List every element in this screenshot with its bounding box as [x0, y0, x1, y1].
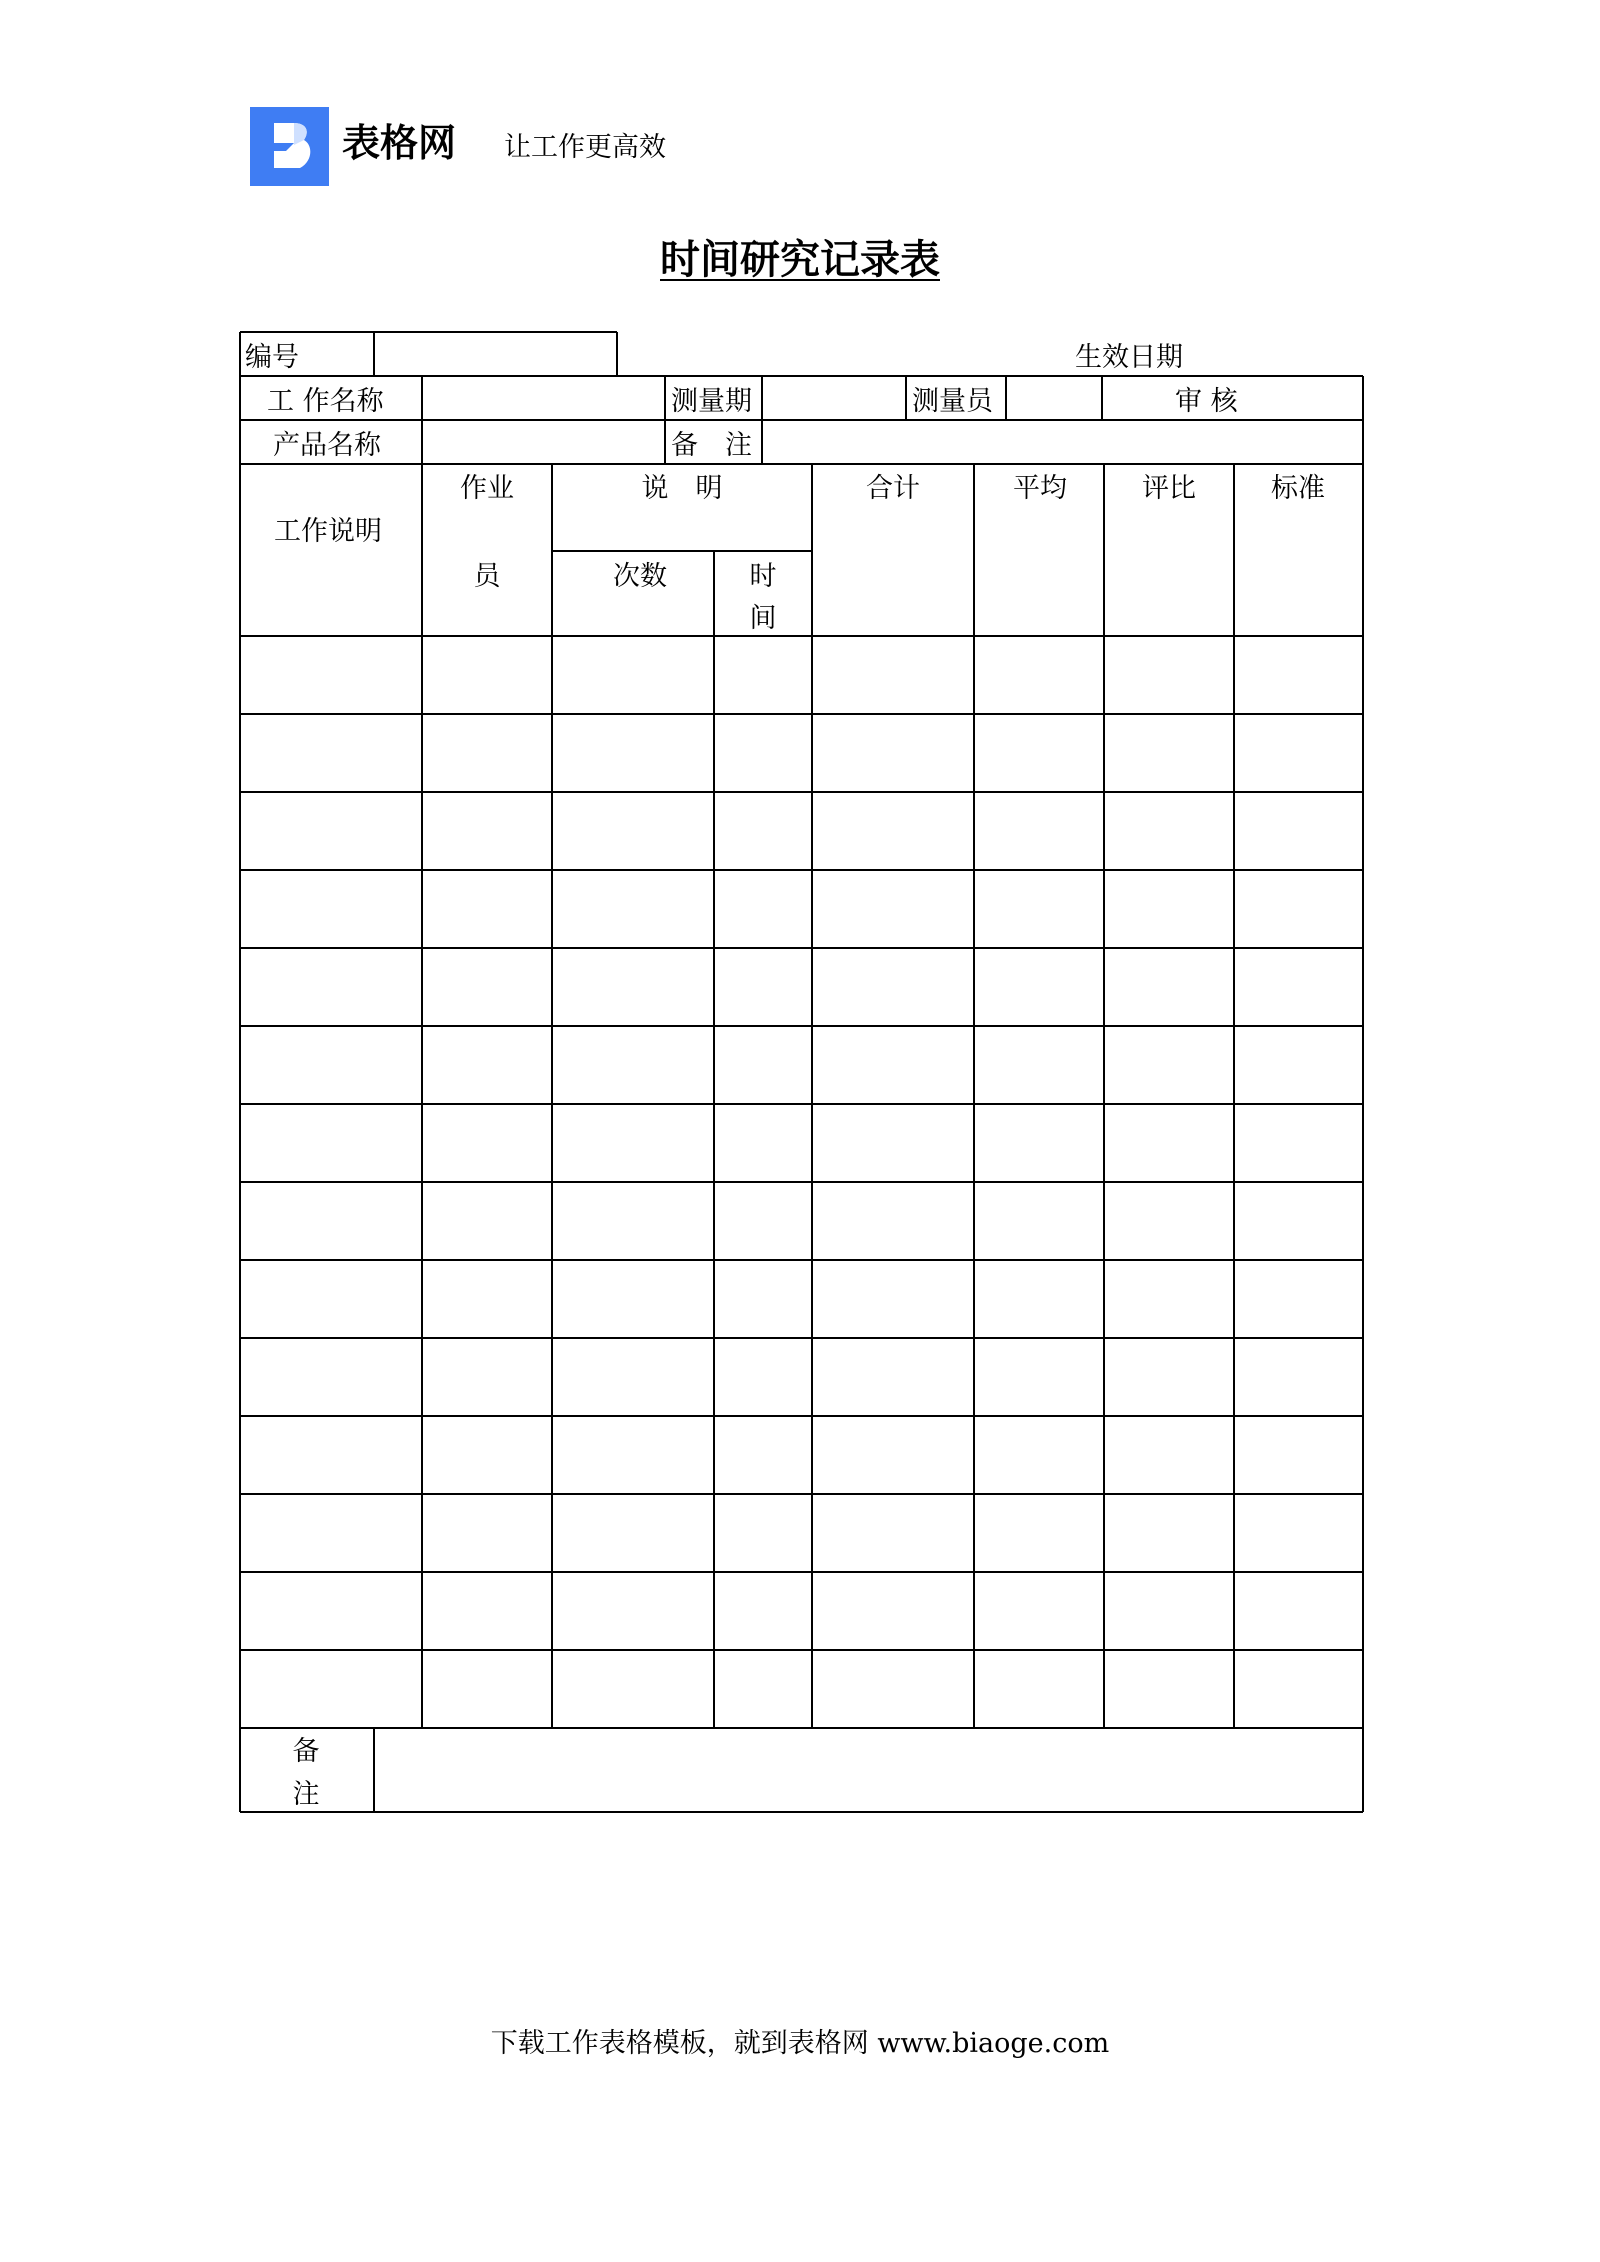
table-cell[interactable] [553, 1027, 713, 1103]
table-cell[interactable] [241, 637, 421, 713]
header-rating: 评比 [1142, 473, 1196, 504]
remarks-label-line1: 备 [292, 1736, 320, 1767]
job-name-label: 工 作名称 [267, 386, 384, 417]
table-cell[interactable] [553, 949, 713, 1025]
table-cell[interactable] [1105, 1027, 1233, 1103]
table-cell[interactable] [715, 871, 811, 947]
table-row [241, 1183, 1362, 1259]
table-row [241, 1027, 1362, 1103]
table-cell[interactable] [1235, 1183, 1362, 1259]
table-cell[interactable] [241, 715, 421, 791]
table-cell[interactable] [241, 1027, 421, 1103]
header-time-line2: 间 [749, 603, 777, 634]
remarks-input[interactable] [375, 1728, 1363, 1812]
document-title-text: 时间研究记录表 [660, 237, 940, 283]
table-row [241, 793, 1362, 869]
table-cell[interactable] [813, 793, 973, 869]
table-cell[interactable] [813, 871, 973, 947]
brand-name: 表格网 [342, 121, 457, 165]
table-cell[interactable] [1235, 1417, 1362, 1493]
table-cell[interactable] [715, 1339, 811, 1415]
table-row [241, 949, 1362, 1025]
table-cell[interactable] [975, 1105, 1103, 1181]
remarks-label-line2: 注 [292, 1779, 320, 1810]
brand-slogan: 让工作更高效 [504, 132, 666, 163]
table-cell[interactable] [1105, 1339, 1233, 1415]
table-row [241, 871, 1362, 947]
table-cell[interactable] [813, 1651, 973, 1727]
table-cell[interactable] [975, 1183, 1103, 1259]
table-cell[interactable] [813, 1339, 973, 1415]
table-cell[interactable] [553, 1417, 713, 1493]
table-cell[interactable] [1235, 1027, 1362, 1103]
table-cell[interactable] [975, 793, 1103, 869]
table-cell[interactable] [813, 715, 973, 791]
table-cell[interactable] [1105, 1105, 1233, 1181]
table-cell[interactable] [813, 1573, 973, 1649]
table-cell[interactable] [423, 1105, 551, 1181]
header-operator-line1: 作业 [460, 473, 514, 504]
table-cell[interactable] [715, 1417, 811, 1493]
header-count: 次数 [613, 561, 667, 592]
table-cell[interactable] [1105, 949, 1233, 1025]
note-label: 备 注 [671, 430, 752, 461]
table-cell[interactable] [423, 793, 551, 869]
table-cell[interactable] [241, 1495, 421, 1571]
table-row [241, 1651, 1362, 1727]
table-cell[interactable] [715, 1573, 811, 1649]
table-cell[interactable] [715, 1027, 811, 1103]
table-cell[interactable] [813, 1105, 973, 1181]
table-cell[interactable] [1105, 637, 1233, 713]
footer-text: 下载工作表格模板，就到表格网 www.biaoge.com [490, 2028, 1110, 2059]
table-cell[interactable] [423, 949, 551, 1025]
table-cell[interactable] [241, 949, 421, 1025]
table-cell[interactable] [1105, 1573, 1233, 1649]
table-cell[interactable] [423, 1261, 551, 1337]
table-cell[interactable] [1235, 1495, 1362, 1571]
table-cell[interactable] [1235, 1651, 1362, 1727]
table-cell[interactable] [1105, 1651, 1233, 1727]
table-cell[interactable] [1235, 637, 1362, 713]
table-cell[interactable] [1105, 1261, 1233, 1337]
table-row [241, 1495, 1362, 1571]
header-average: 平均 [1013, 473, 1067, 504]
table-cell[interactable] [553, 1573, 713, 1649]
table-cell[interactable] [241, 1651, 421, 1727]
header-time-line1: 时 [749, 561, 777, 592]
header-work-desc: 工作说明 [274, 516, 382, 547]
table-cell[interactable] [423, 871, 551, 947]
table-cell[interactable] [241, 793, 421, 869]
table-cell[interactable] [553, 1261, 713, 1337]
header-explain: 说 明 [641, 473, 723, 504]
table-row [241, 1573, 1362, 1649]
header-total: 合计 [866, 473, 920, 504]
table-cell[interactable] [241, 871, 421, 947]
table-cell[interactable] [975, 1495, 1103, 1571]
table-row [241, 1261, 1362, 1337]
table-cell[interactable] [553, 1183, 713, 1259]
table-row [241, 1417, 1362, 1493]
header-operator-line2: 员 [473, 561, 501, 592]
table-cell[interactable] [241, 1339, 421, 1415]
measure-period-label: 测量期 [671, 386, 752, 417]
table-cell[interactable] [423, 1183, 551, 1259]
table-cell[interactable] [975, 1651, 1103, 1727]
table-cell[interactable] [813, 1027, 973, 1103]
table-cell[interactable] [715, 637, 811, 713]
table-cell[interactable] [423, 1027, 551, 1103]
table-cell[interactable] [1105, 715, 1233, 791]
table-cell[interactable] [715, 1183, 811, 1259]
table-cell[interactable] [1105, 1495, 1233, 1571]
table-cell[interactable] [813, 1495, 973, 1571]
table-cell[interactable] [975, 1027, 1103, 1103]
table-cell[interactable] [553, 1105, 713, 1181]
table-cell[interactable] [975, 1339, 1103, 1415]
table-cell[interactable] [1235, 715, 1362, 791]
table-cell[interactable] [975, 1573, 1103, 1649]
table-cell[interactable] [553, 715, 713, 791]
table-cell[interactable] [975, 715, 1103, 791]
table-cell[interactable] [553, 1651, 713, 1727]
table-cell[interactable] [1105, 793, 1233, 869]
table-cell[interactable] [553, 1339, 713, 1415]
table-cell[interactable] [813, 637, 973, 713]
table-cell[interactable] [423, 1495, 551, 1571]
table-cell[interactable] [423, 1339, 551, 1415]
table-cell[interactable] [553, 793, 713, 869]
table-cell[interactable] [423, 1573, 551, 1649]
table-cell[interactable] [241, 1573, 421, 1649]
table-cell[interactable] [423, 1651, 551, 1727]
table-cell[interactable] [241, 1417, 421, 1493]
table-cell[interactable] [1235, 1339, 1362, 1415]
table-row [241, 1105, 1362, 1181]
product-name-label: 产品名称 [273, 430, 381, 461]
table-cell[interactable] [1105, 1183, 1233, 1259]
table-cell[interactable] [813, 1183, 973, 1259]
table-cell[interactable] [715, 793, 811, 869]
table-cell[interactable] [715, 949, 811, 1025]
table-cell[interactable] [553, 1495, 713, 1571]
table-cell[interactable] [715, 1651, 811, 1727]
table-cell[interactable] [715, 715, 811, 791]
table-cell[interactable] [241, 1183, 421, 1259]
table-cell[interactable] [715, 1495, 811, 1571]
review-label: 审 核 [1175, 386, 1238, 417]
header-standard: 标准 [1271, 473, 1325, 504]
table-cell[interactable] [1235, 871, 1362, 947]
serial-label: 编号 [245, 342, 299, 373]
table-cell[interactable] [975, 949, 1103, 1025]
table-cell[interactable] [1105, 871, 1233, 947]
table-cell[interactable] [1235, 1261, 1362, 1337]
table-row [241, 1339, 1362, 1415]
table-cell[interactable] [975, 1261, 1103, 1337]
table-cell[interactable] [423, 715, 551, 791]
table-cell[interactable] [241, 1261, 421, 1337]
table-cell[interactable] [241, 1105, 421, 1181]
table-row [241, 637, 1362, 713]
measurer-label: 测量员 [912, 386, 993, 417]
table-cell[interactable] [1235, 949, 1362, 1025]
table-cell[interactable] [1235, 793, 1362, 869]
table-cell[interactable] [1105, 1417, 1233, 1493]
table-cell[interactable] [553, 871, 713, 947]
table-cell[interactable] [423, 637, 551, 713]
table-cell[interactable] [553, 637, 713, 713]
table-cell[interactable] [715, 1261, 811, 1337]
table-cell[interactable] [975, 1417, 1103, 1493]
table-cell[interactable] [1235, 1105, 1362, 1181]
table-cell[interactable] [1235, 1573, 1362, 1649]
effective-date-label: 生效日期 [1075, 342, 1183, 373]
table-row [241, 715, 1362, 791]
table-cell[interactable] [813, 1261, 973, 1337]
table-cell[interactable] [423, 1417, 551, 1493]
table-cell[interactable] [975, 871, 1103, 947]
table-cell[interactable] [813, 1417, 973, 1493]
table-cell[interactable] [813, 949, 973, 1025]
table-cell[interactable] [715, 1105, 811, 1181]
table-cell[interactable] [975, 637, 1103, 713]
